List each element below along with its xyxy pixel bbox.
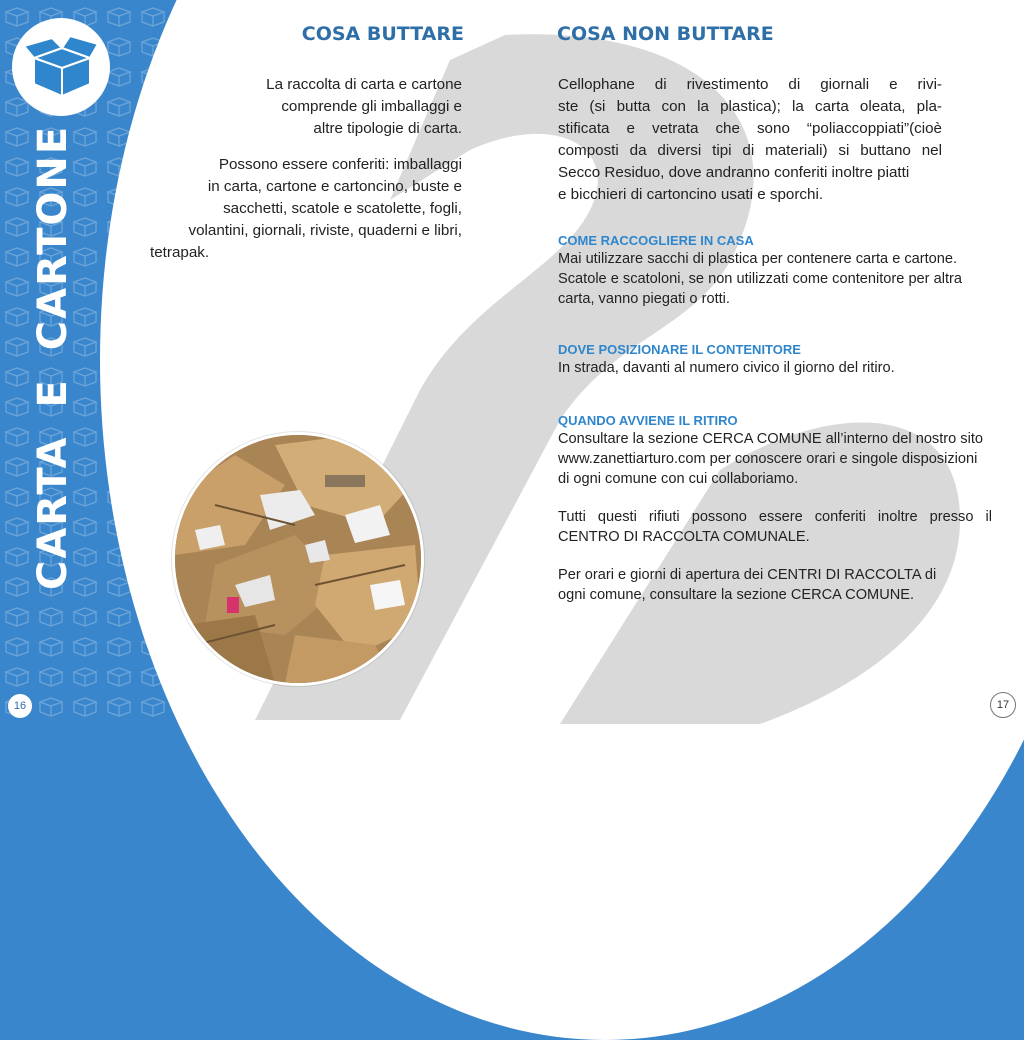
- paragraph-quando-ritiro: [558, 429, 998, 489]
- text-line: www.zanettiarturo.com per conoscere orari e singole disposizioni: [558, 451, 978, 467]
- corner-line-1: COME DIFFERENZIARE: [854, 8, 1004, 22]
- text-line: Per orari e giorni di apertura dei CENTRI DI RACCOLTA di: [558, 567, 937, 583]
- text-line: tetrapak.: [150, 244, 210, 261]
- text-line: stificata e vetrata che sono “poliaccoppiati”(cioè: [558, 120, 942, 137]
- text-line: volantini, giornali, riviste, quaderni e libri,: [188, 222, 462, 239]
- heading-cosa-buttare: COSA BUTTARE: [301, 23, 464, 45]
- text-line: Secco Residuo, dove andranno conferiti inoltre piatti: [558, 164, 910, 181]
- text-line: in carta, cartone e cartoncino, buste e: [207, 178, 462, 195]
- category-badge: [12, 18, 110, 116]
- heading-cosa-non-buttare: COSA NON BUTTARE: [557, 23, 774, 45]
- text-line: carta, vanno piegati o rotti.: [558, 291, 730, 307]
- corner-line-2: I RIFIUTI: [946, 23, 1004, 37]
- text-line: Scatole e scatoloni, se non utilizzati come contenitore per altra: [558, 271, 962, 287]
- text-line: La raccolta di carta e cartone: [266, 76, 462, 93]
- text-line: sacchetti, scatole e scatolette, fogli,: [223, 200, 462, 217]
- heading-dove-posizionare: DOVE POSIZIONARE IL CONTENITORE: [558, 342, 801, 357]
- text-line: composti da diversi tipi di materiali) si buttano nel: [558, 142, 942, 159]
- vertical-section-title: [30, 125, 76, 590]
- text-line: ogni comune, consultare la sezione CERCA COMUNE.: [558, 587, 915, 603]
- text-line: Tutti questi rifiuti possono essere conferiti inoltre presso il: [558, 509, 992, 525]
- paragraph-cosa-non-buttare: [558, 74, 942, 206]
- paragraph-dove-posizionare: [558, 358, 998, 378]
- text-line: CENTRO DI RACCOLTA COMUNALE.: [558, 529, 810, 545]
- paragraph-raccolta: [150, 74, 462, 140]
- text-line: Possono essere conferiti: imballaggi: [218, 156, 462, 173]
- title-word-cartone: CARTONE: [30, 124, 76, 351]
- text-line: altre tipologie di carta.: [313, 120, 462, 137]
- text-line: In strada, davanti al numero civico il giorno del ritiro.: [558, 360, 895, 376]
- title-word-e: E: [30, 378, 76, 408]
- text-line: Cellophane di rivestimento di giornali e rivi-: [558, 76, 942, 93]
- heading-quando-ritiro: QUANDO AVVIENE IL RITIRO: [558, 413, 738, 428]
- text-line: e bicchieri di cartoncino usati e sporchi.: [558, 186, 824, 203]
- page-number-right: 17: [990, 692, 1016, 718]
- cardboard-waste-photo: [172, 432, 424, 686]
- paragraph-possono-essere-conferiti: [150, 154, 462, 264]
- paragraph-orari-centri: [558, 565, 998, 605]
- paragraph-centro-raccolta: [558, 507, 992, 547]
- text-line: comprende gli imballaggi e: [281, 98, 462, 115]
- box-icon: [12, 18, 110, 116]
- text-line: Consultare la sezione CERCA COMUNE all’interno del nostro sito: [558, 431, 984, 447]
- page-number-left: 16: [8, 694, 32, 718]
- title-word-carta: CARTA: [30, 435, 76, 590]
- paragraph-come-raccogliere: [558, 249, 998, 309]
- heading-come-raccogliere: COME RACCOGLIERE IN CASA: [558, 233, 754, 248]
- text-line: ste (si butta con la plastica); la carta oleata, pla-: [558, 98, 942, 115]
- text-line: Mai utilizzare sacchi di plastica per contenere carta e cartone.: [558, 251, 958, 267]
- corner-heading: [854, 8, 1004, 38]
- text-line: di ogni comune con cui collaboriamo.: [558, 471, 799, 487]
